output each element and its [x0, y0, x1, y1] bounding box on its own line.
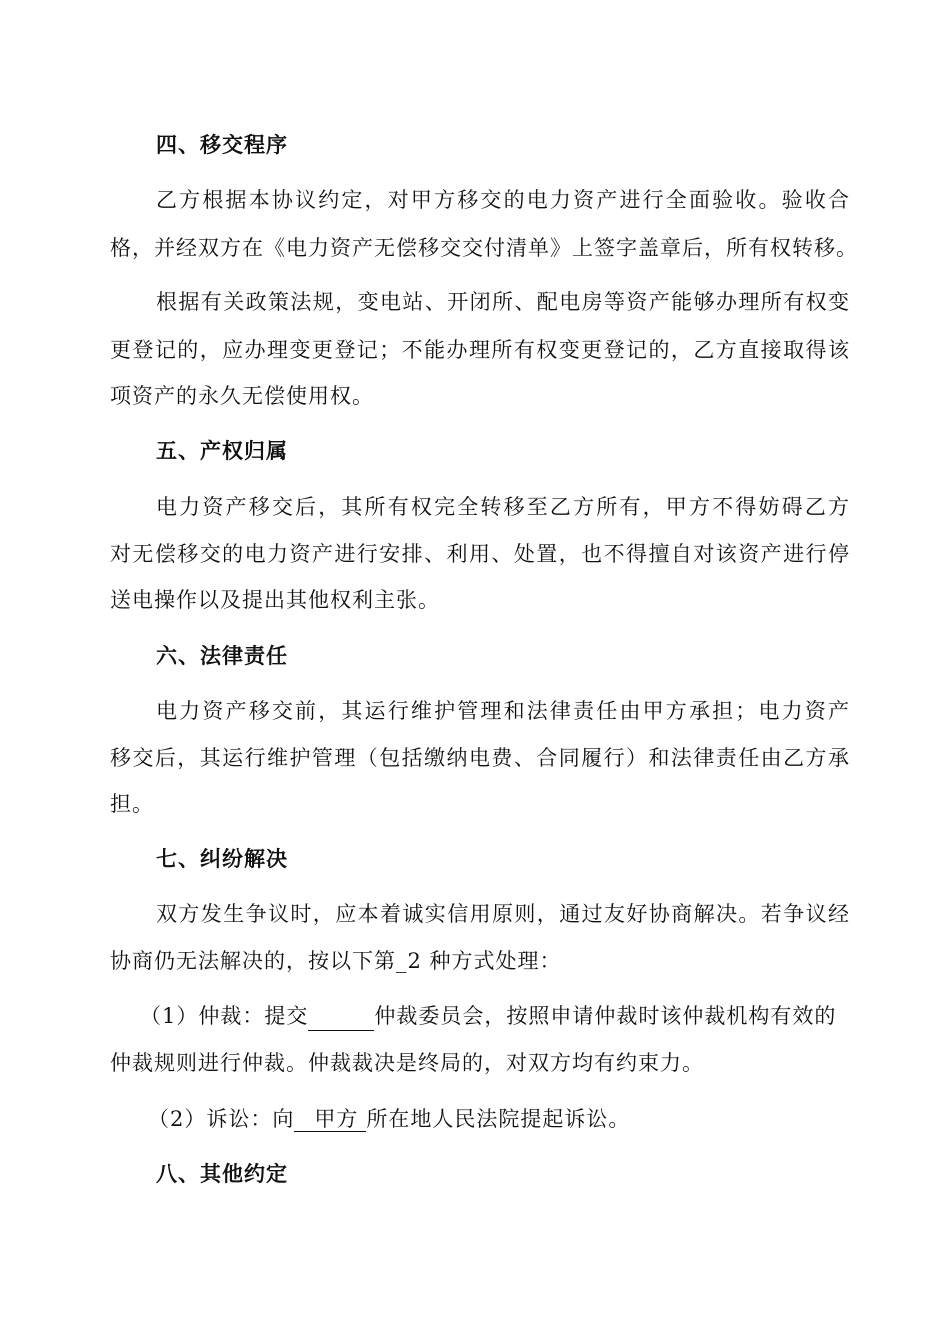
paragraph-line: 送电操作以及提出其他权利主张。	[110, 588, 440, 612]
section-heading-transfer-procedure: 四、移交程序	[156, 132, 288, 157]
paragraph-line: 乙方根据本协议约定，对甲方移交的电力资产进行全面验收。验收合	[156, 188, 850, 212]
arbitration-suffix: 仲裁委员会，按照申请仲裁时该仲裁机构有效的	[374, 1004, 837, 1028]
paragraph-line: 双方发生争议时，应本着诚实信用原则，通过友好协商解决。若争议经	[156, 902, 850, 926]
arbitration-prefix: （1）仲裁：提交	[140, 1004, 309, 1028]
litigation-clause-line	[148, 1104, 888, 1134]
paragraph-line: 仲裁规则进行仲裁。仲裁裁决是终局的，对双方均有约束力。	[110, 1051, 704, 1075]
arbitration-commission-blank	[308, 1006, 374, 1031]
paragraph-line: 项资产的永久无偿使用权。	[110, 384, 374, 408]
section-heading-other-terms: 八、其他约定	[156, 1161, 288, 1186]
paragraph-line: 协商仍无法解决的，按以下第_2 种方式处理：	[110, 949, 562, 973]
paragraph-line: 担。	[110, 792, 154, 816]
arbitration-clause-line	[140, 1001, 880, 1031]
paragraph-line: 更登记的，应办理变更登记；不能办理所有权变更登记的，乙方直接取得该	[110, 338, 850, 362]
litigation-party-filled: 甲方	[294, 1107, 366, 1132]
litigation-prefix: （2）诉讼：向	[148, 1107, 295, 1131]
paragraph-line: 电力资产移交后，其所有权完全转移至乙方所有，甲方不得妨碍乙方	[156, 495, 850, 519]
paragraph-line: 根据有关政策法规，变电站、开闭所、配电房等资产能够办理所有权变	[156, 290, 850, 314]
section-heading-ownership: 五、产权归属	[156, 438, 288, 463]
litigation-suffix: 所在地人民法院提起诉讼。	[366, 1107, 631, 1131]
paragraph-line: 格，并经双方在《电力资产无偿移交交付清单》上签字盖章后，所有权转移。	[110, 236, 858, 260]
section-heading-dispute-resolution: 七、纠纷解决	[156, 846, 288, 871]
section-heading-legal-liability: 六、法律责任	[156, 643, 288, 668]
paragraph-line: 移交后，其运行维护管理（包括缴纳电费、合同履行）和法律责任由乙方承	[110, 746, 850, 770]
paragraph-line: 对无偿移交的电力资产进行安排、利用、处置，也不得擅自对该资产进行停	[110, 542, 850, 566]
paragraph-line: 电力资产移交前，其运行维护管理和法律责任由甲方承担；电力资产	[156, 699, 850, 723]
